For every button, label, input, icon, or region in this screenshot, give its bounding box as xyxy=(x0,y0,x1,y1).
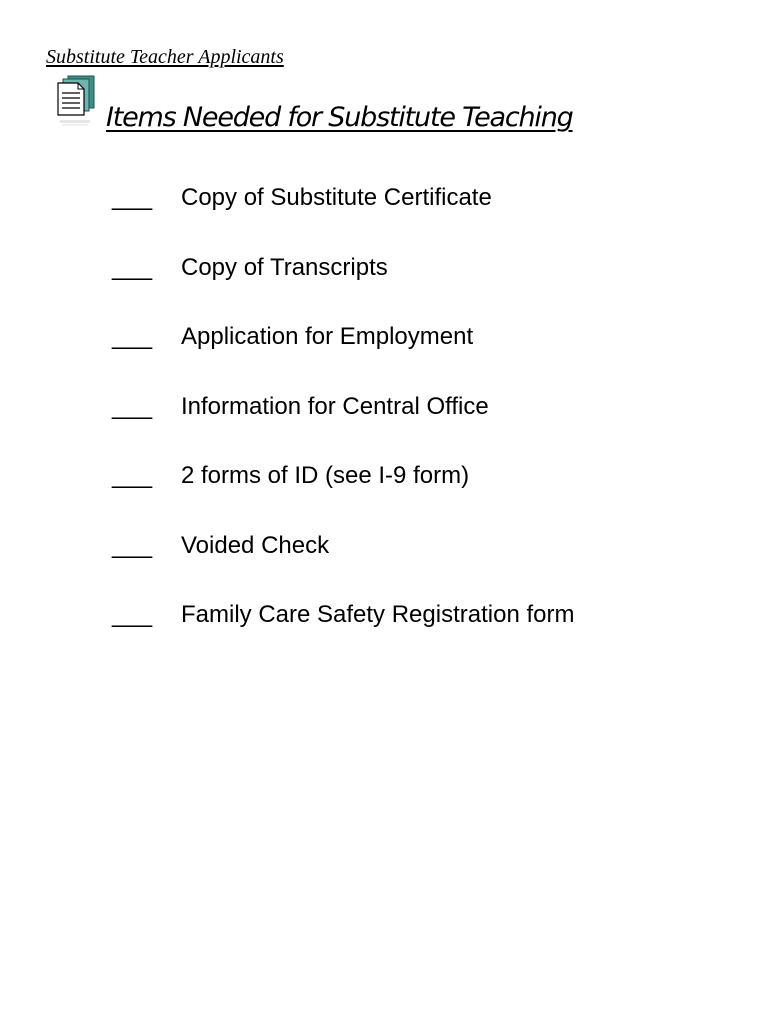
checklist-item xyxy=(112,532,712,602)
checkbox-blank: ___ xyxy=(112,601,153,628)
checklist-item xyxy=(112,184,712,254)
document-header-label: Substitute Teacher Applicants xyxy=(46,46,284,68)
checkbox-blank: ___ xyxy=(112,253,153,281)
checkbox-blank: ___ xyxy=(112,323,153,350)
checklist-item xyxy=(112,601,712,671)
checklist-item xyxy=(112,254,712,324)
checklist xyxy=(112,184,712,671)
checkbox-blank: ___ xyxy=(112,184,153,211)
checklist-item-label: Copy of Substitute Certificate xyxy=(181,184,492,211)
page-title: Items Needed for Substitute Teaching xyxy=(106,102,573,133)
checklist-item-label: Voided Check xyxy=(181,531,330,559)
checklist-item xyxy=(112,323,712,393)
documents-icon xyxy=(56,74,98,128)
checklist-item xyxy=(112,462,712,532)
checklist-item xyxy=(112,393,712,463)
checkbox-blank: ___ xyxy=(112,531,153,559)
checklist-item-label: Copy of Transcripts xyxy=(181,253,388,281)
checkbox-blank: ___ xyxy=(112,392,153,420)
checklist-item-label: 2 forms of ID (see I-9 form) xyxy=(181,462,470,489)
checklist-item-label: Application for Employment xyxy=(181,323,474,350)
checklist-item-label: Information for Central Office xyxy=(181,392,489,420)
checkbox-blank: ___ xyxy=(112,462,153,489)
checklist-item-label: Family Care Safety Registration form xyxy=(181,601,575,628)
